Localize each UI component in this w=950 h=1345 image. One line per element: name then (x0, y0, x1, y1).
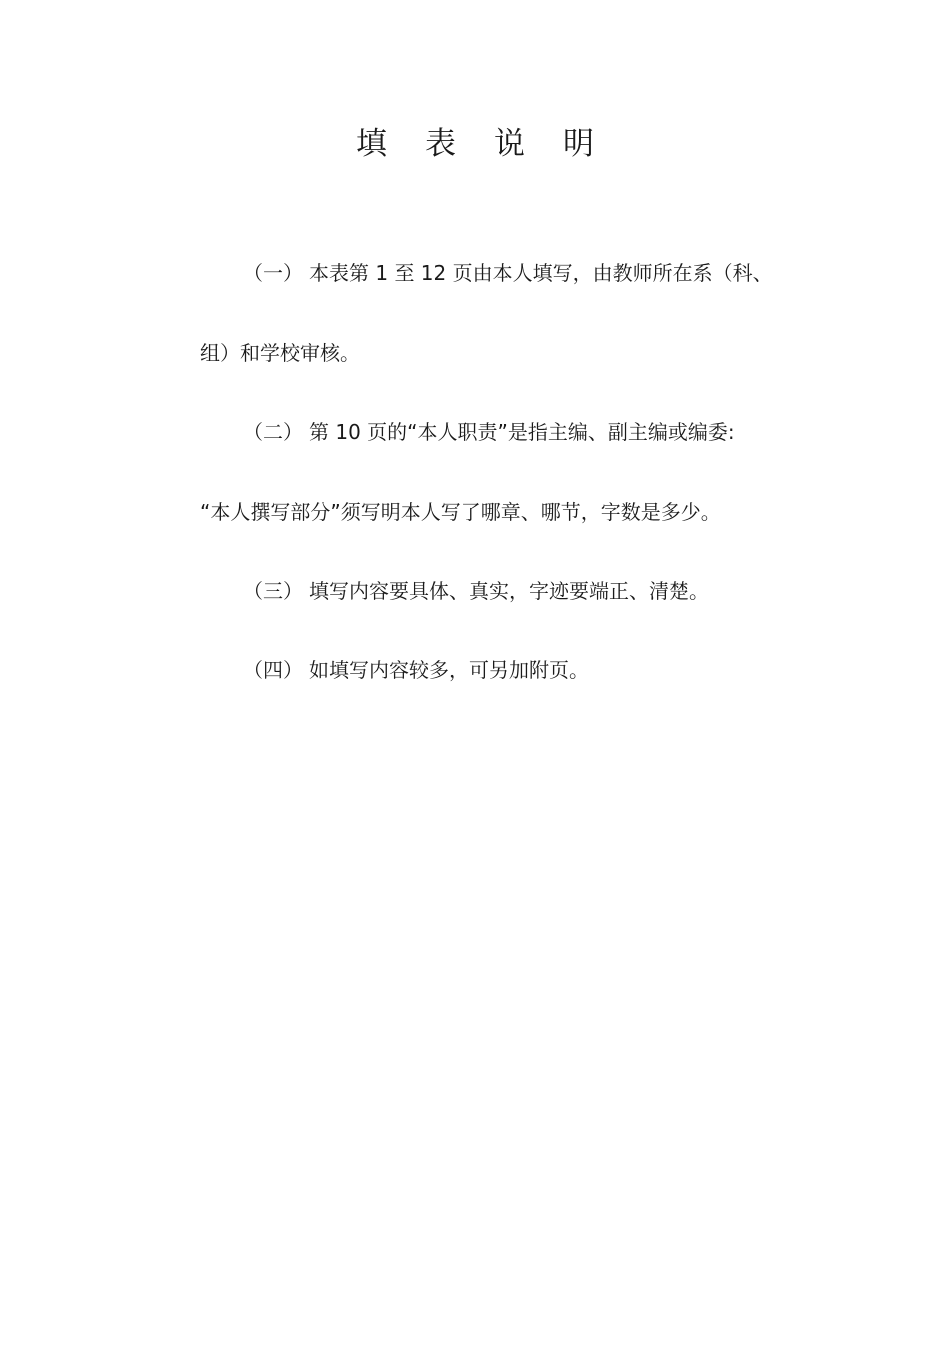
title-char: 明 (563, 126, 594, 162)
instruction-text: 组）和学校审核。 (200, 341, 360, 365)
instruction-text: 如填写内容较多，可另加附页。 (309, 658, 589, 682)
instruction-number: （四） (243, 658, 303, 682)
instruction-1-line-2 (200, 339, 360, 367)
title-char: 表 (425, 126, 456, 162)
instruction-number: （三） (243, 579, 303, 603)
instruction-4-line-1 (243, 656, 589, 684)
instruction-text: “本人撰写部分”须写明本人写了哪章、哪节，字数是多少。 (200, 500, 721, 524)
instruction-2-line-1 (243, 418, 735, 446)
title-char: 说 (494, 126, 525, 162)
title-char: 填 (356, 126, 387, 162)
page-title (0, 122, 950, 166)
instruction-text: 填写内容要具体、真实，字迹要端正、清楚。 (309, 579, 709, 603)
instruction-text: 第 10 页的“本人职责”是指主编、副主编或编委: (309, 420, 735, 444)
instruction-2-line-2 (200, 498, 721, 526)
instruction-3-line-1 (243, 577, 709, 605)
instruction-1-line-1 (243, 259, 773, 287)
instruction-number: （一） (243, 261, 303, 285)
instruction-text: 本表第 1 至 12 页由本人填写，由教师所在系（科、 (309, 261, 773, 285)
instruction-number: （二） (243, 420, 303, 444)
